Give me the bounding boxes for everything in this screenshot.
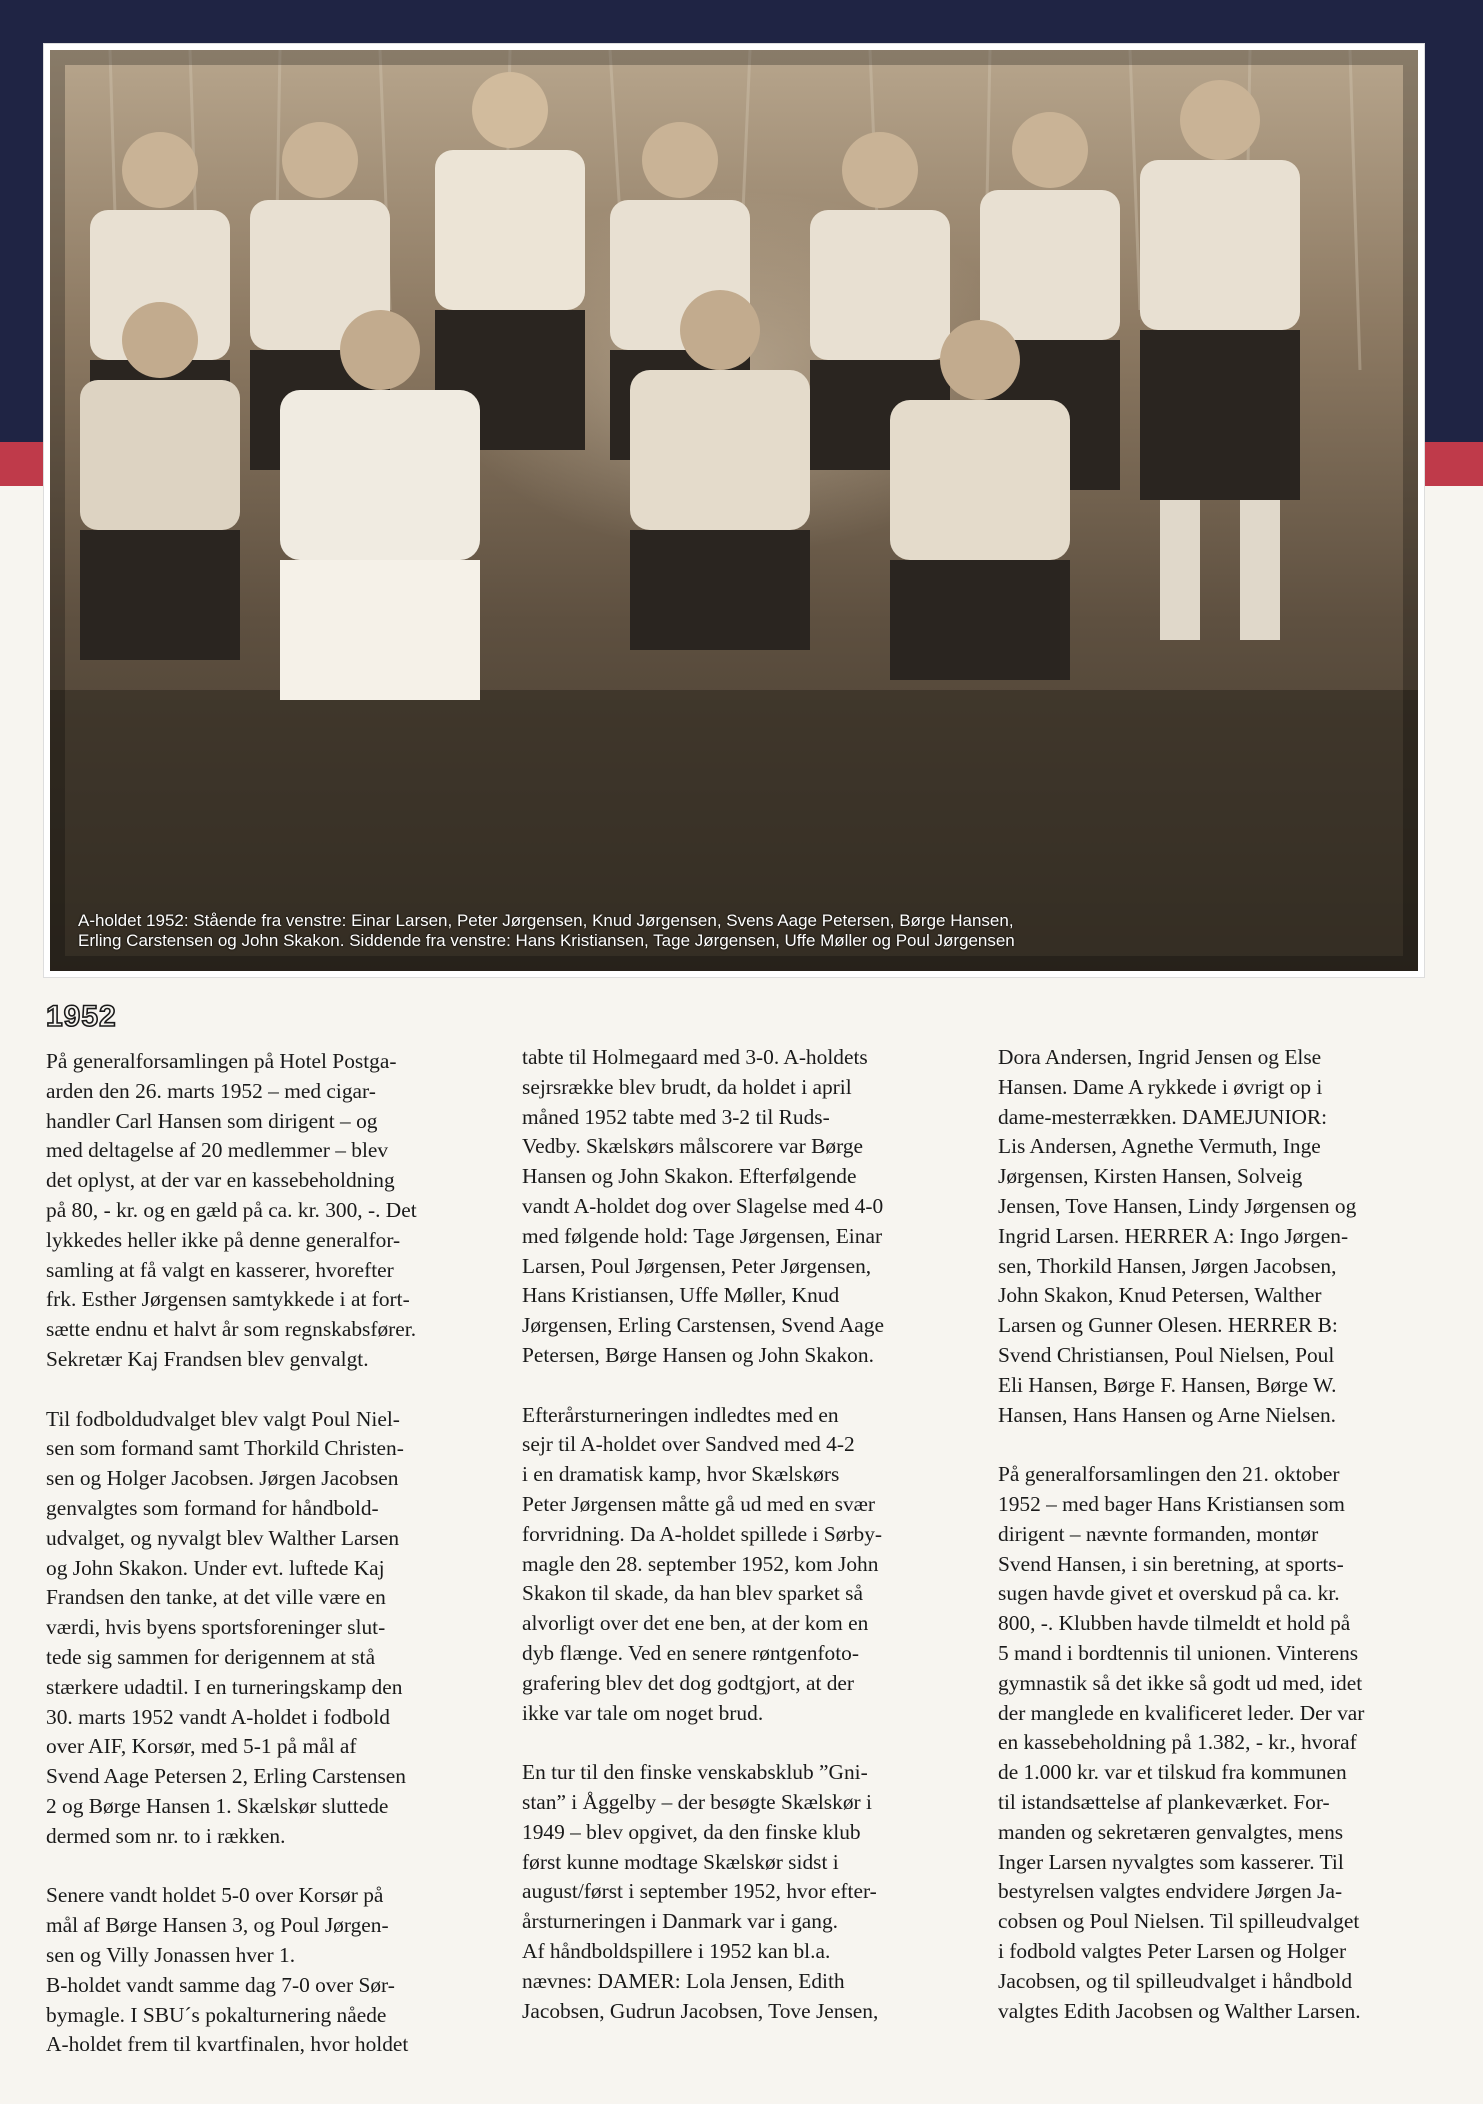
text-line: de 1.000 kr. var et tilskud fra kommunen [998,1760,1347,1785]
text-line: genvalgtes som formand for håndbold- [46,1495,379,1520]
paragraph [998,1460,1430,2026]
photo-caption [78,911,1278,951]
text-line: John Skakon, Knud Petersen, Walther [998,1283,1322,1308]
text-line: nævnes: DAMER: Lola Jensen, Edith [522,1968,845,1993]
text-line: Inger Larsen nyvalgtes som kasserer. Til [998,1849,1344,1874]
text-line: Jensen, Tove Hansen, Lindy Jørgensen og [998,1193,1357,1218]
text-column-1 [46,1047,478,2090]
text-line: der manglede en kvalificeret leder. Der var [998,1700,1365,1725]
text-line: B-holdet vandt samme dag 7-0 over Sør- [46,1972,395,1997]
paragraph [522,1043,954,1371]
text-line: Svend Christiansen, Poul Nielsen, Poul [998,1342,1335,1367]
text-line: Jørgensen, Erling Carstensen, Svend Aage [522,1313,884,1338]
text-line: stærkere udadtil. I en turneringskamp den [46,1674,403,1699]
text-line: Svend Hansen, i sin beretning, at sports- [998,1551,1344,1576]
text-line: august/først i september 1952, hvor efter- [522,1879,877,1904]
text-line: årsturneringen i Danmark var i gang. [522,1909,838,1934]
text-line: 5 mand i bordtennis til unionen. Vinterens [998,1640,1359,1665]
text-line: handler Carl Hansen som dirigent – og [46,1108,378,1133]
text-line: Jacobsen, og til spilleudvalget i håndbold [998,1968,1353,1993]
text-line: lykkedes heller ikke på denne generalfor- [46,1227,401,1252]
caption-line: Erling Carstensen og John Skakon. Siddende fra venstre: Hans Kristiansen, Tage Jørgensen, Uffe Møller og Poul Jørgensen [78,931,1015,950]
text-line: og John Skakon. Under evt. luftede Kaj [46,1555,385,1580]
text-line: Vedby. Skælskørs målscorere var Børge [522,1134,863,1159]
text-line: vandt A-holdet dog over Slagelse med 4-0 [522,1193,884,1218]
text-line: Jørgensen, Kirsten Hansen, Solveig [998,1164,1303,1189]
paragraph [522,1401,954,1729]
text-line: ikke var tale om noget brud. [522,1700,764,1725]
paragraph [46,1047,478,1375]
text-column-2 [522,1043,954,2056]
text-line: På generalforsamlingen den 21. oktober [998,1462,1340,1487]
text-line: sen og Villy Jonassen hver 1. [46,1942,296,1967]
text-line: med følgende hold: Tage Jørgensen, Einar [522,1223,883,1248]
text-line: Sekretær Kaj Frandsen blev genvalgt. [46,1346,369,1371]
text-line: 30. marts 1952 vandt A-holdet i fodbold [46,1704,390,1729]
text-line: sejrsrække blev brudt, da holdet i april [522,1074,852,1099]
text-line: Ingrid Larsen. HERRER A: Ingo Jørgen- [998,1223,1349,1248]
text-line: forvridning. Da A-holdet spillede i Sørby- [522,1521,883,1546]
text-line: først kunne modtage Skælskør sidst i [522,1849,839,1874]
paragraph [46,1881,478,2060]
text-line: dirigent – nævnte formanden, montør [998,1521,1319,1546]
text-line: sen, Thorkild Hansen, Jørgen Jacobsen, [998,1253,1337,1278]
text-line: dame-mesterrækken. DAMEJUNIOR: [998,1104,1328,1129]
text-line: mål af Børge Hansen 3, og Poul Jørgen- [46,1913,389,1938]
text-line: sugen havde givet et overskud på ca. kr. [998,1581,1340,1606]
text-line: 2 og Børge Hansen 1. Skælskør sluttede [46,1793,389,1818]
text-line: i fodbold valgtes Peter Larsen og Holger [998,1938,1347,1963]
team-photo-illustration [50,50,1418,971]
text-line: Hansen og John Skakon. Efterfølgende [522,1164,857,1189]
text-line: med deltagelse af 20 medlemmer – blev [46,1138,389,1163]
text-line: 1949 – blev opgivet, da den finske klub [522,1819,861,1844]
text-line: 1952 – med bager Hans Kristiansen som [998,1491,1345,1516]
text-line: i en dramatisk kamp, hvor Skælskørs [522,1462,840,1487]
text-line: Dora Andersen, Ingrid Jensen og Else [998,1045,1322,1069]
text-line: Peter Jørgensen måtte gå ud med en svær [522,1491,876,1516]
text-line: udvalget, og nyvalgt blev Walther Larsen [46,1525,400,1550]
text-line: på 80, - kr. og en gæld på ca. kr. 300, -. Det [46,1197,417,1222]
text-line: sen og Holger Jacobsen. Jørgen Jacobsen [46,1466,399,1491]
text-line: Af håndboldspillere i 1952 kan bl.a. [522,1938,831,1963]
text-line: Til fodboldudvalget blev valgt Poul Niel- [46,1406,400,1431]
text-column-3 [998,1043,1430,2056]
text-line: Larsen, Poul Jørgensen, Peter Jørgensen, [522,1253,872,1278]
text-line: sejr til A-holdet over Sandved med 4-2 [522,1432,855,1457]
text-line: sætte endnu et halvt år som regnskabsfører. [46,1317,417,1342]
paragraph [522,1758,954,2026]
text-line: Jacobsen, Gudrun Jacobsen, Tove Jensen, [522,1998,879,2023]
text-line: over AIF, Korsør, med 5-1 på mål af [46,1734,357,1759]
text-line: sen som formand samt Thorkild Christen- [46,1436,404,1461]
text-line: Hansen, Hans Hansen og Arne Nielsen. [998,1402,1337,1427]
team-photo [50,50,1418,971]
text-line: en kassebeholdning på 1.382, - kr., hvoraf [998,1730,1357,1755]
text-line: værdi, hvis byens sportsforeninger slut- [46,1615,386,1640]
text-line: stan” i Åggelby – der besøgte Skælskør i [522,1789,872,1814]
text-line: Frandsen den tanke, at det ville være en [46,1585,386,1610]
text-line: Petersen, Børge Hansen og John Skakon. [522,1342,874,1367]
text-line: Svend Aage Petersen 2, Erling Carstensen [46,1764,406,1789]
text-line: 800, -. Klubben havde tilmeldt et hold på [998,1611,1351,1636]
text-line: måned 1952 tabte med 3-2 til Ruds- [522,1104,830,1129]
text-line: Lis Andersen, Agnethe Vermuth, Inge [998,1134,1321,1159]
text-line: arden den 26. marts 1952 – med cigar- [46,1078,376,1103]
paragraph [998,1043,1430,1430]
text-line: En tur til den finske venskabsklub ”Gni- [522,1760,868,1785]
text-line: samling at få valgt en kasserer, hvorefter [46,1257,394,1282]
text-line: bymagle. I SBU´s pokalturnering nåede [46,2002,387,2027]
text-line: Efterårsturneringen indledtes med en [522,1402,839,1427]
text-line: dyb flænge. Ved en senere røntgenfoto- [522,1640,860,1665]
text-line: cobsen og Poul Nielsen. Til spilleudvalget [998,1909,1360,1934]
text-line: Hans Kristiansen, Uffe Møller, Knud [522,1283,840,1308]
section-year-heading: 1952 [46,1000,117,1033]
text-line: Skakon til skade, da han blev sparket så [522,1581,863,1606]
text-line: tede sig sammen for derigennem at stå [46,1644,376,1669]
text-line: På generalforsamlingen på Hotel Postga- [46,1049,397,1073]
text-line: til istandsættelse af plankeværket. For- [998,1789,1330,1814]
text-line: dermed som nr. to i rækken. [46,1823,286,1848]
text-line: tabte til Holmegaard med 3-0. A-holdets [522,1045,868,1069]
text-line: alvorligt over det ene ben, at der kom en [522,1611,869,1636]
text-line: Hansen. Dame A rykkede i øvrigt op i [998,1074,1323,1099]
text-line: frk. Esther Jørgensen samtykkede i at fort- [46,1287,410,1312]
text-line: gymnastik så det ikke så godt ud med, idet [998,1670,1363,1695]
text-line: magle den 28. september 1952, kom John [522,1551,879,1576]
text-line: A-holdet frem til kvartfinalen, hvor holdet [46,2032,409,2057]
text-line: bestyrelsen valgtes endvidere Jørgen Ja- [998,1879,1343,1904]
text-line: Eli Hansen, Børge F. Hansen, Børge W. [998,1372,1337,1397]
team-photo-frame [44,44,1424,977]
text-line: grafering blev det dog godtgjort, at der [522,1670,855,1695]
caption-line: A-holdet 1952: Stående fra venstre: Einar Larsen, Peter Jørgensen, Knud Jørgensen, Svens Aage Petersen, Børge Hansen, [78,911,1014,930]
text-line: Senere vandt holdet 5-0 over Korsør på [46,1883,384,1908]
text-line: manden og sekretæren genvalgtes, mens [998,1819,1344,1844]
text-line: Larsen og Gunner Olesen. HERRER B: [998,1313,1338,1338]
text-line: valgtes Edith Jacobsen og Walther Larsen. [998,1998,1361,2023]
text-line: det oplyst, at der var en kassebeholdning [46,1168,395,1193]
paragraph [46,1405,478,1852]
